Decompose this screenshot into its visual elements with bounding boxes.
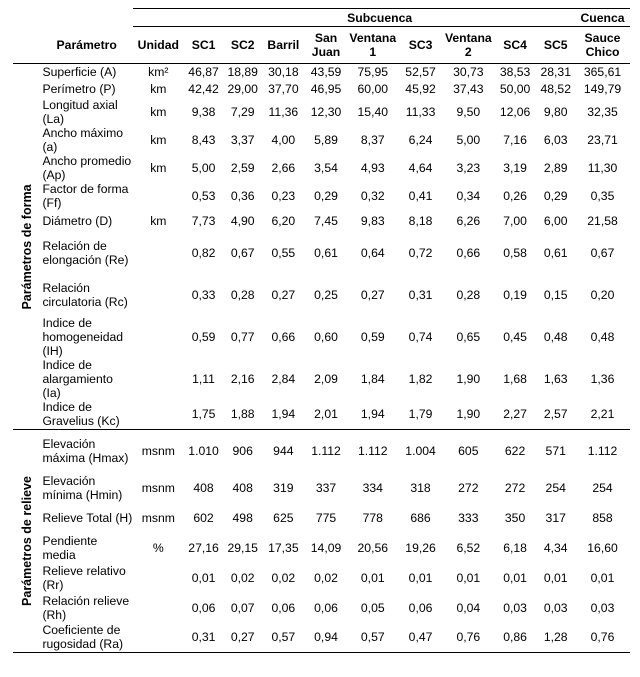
value-cell: 1,84	[360, 371, 385, 386]
column-header-ventana-2: Ventana 2	[443, 27, 494, 64]
value-cell: 0,04	[456, 600, 481, 615]
value-cell: 18,89	[227, 65, 258, 80]
value-cell: 7,00	[503, 213, 527, 228]
table-row	[13, 473, 630, 503]
value-cell: 1,82	[408, 371, 433, 386]
value-cell: 28,31	[540, 65, 571, 80]
value-cell: 0,01	[360, 570, 385, 585]
unit-cell	[133, 563, 184, 593]
value-cell: 0,55	[271, 245, 296, 260]
value-cell: 9,83	[360, 213, 385, 228]
unit-cell	[133, 316, 184, 358]
value-cell: 2,57	[536, 400, 575, 430]
table-row	[13, 210, 630, 232]
table-row	[13, 593, 630, 623]
value-cell: 272	[458, 480, 479, 495]
value-cell: 6,20	[271, 213, 296, 228]
value-cell: 0,06	[408, 600, 433, 615]
value-cell: 7,73	[191, 213, 216, 228]
table-row	[13, 98, 630, 126]
table-row	[13, 623, 630, 653]
unit-cell: msnm	[141, 444, 175, 459]
parameter-name: Factor de forma (Ff)	[42, 181, 129, 210]
value-cell: 0,76	[575, 623, 630, 653]
value-cell: 2,84	[271, 371, 296, 386]
value-cell: 1.112	[587, 444, 618, 459]
parameter-name: Longitud axial (La)	[42, 97, 118, 126]
parameter-name: Relieve relativo (Rr)	[42, 563, 126, 592]
value-cell: 5,00	[191, 160, 216, 175]
value-cell: 318	[410, 480, 431, 495]
value-cell: 1,63	[543, 371, 568, 386]
unit-cell: km	[150, 213, 167, 228]
value-cell: 46,87	[188, 65, 219, 80]
value-cell: 27,16	[188, 540, 219, 555]
value-cell: 0,15	[543, 287, 568, 302]
value-cell: 0,03	[543, 600, 568, 615]
parameter-name: Coeficiente de rugosidad (Ra)	[40, 623, 132, 653]
value-cell: 0,61	[543, 245, 568, 260]
value-cell: 6,18	[503, 540, 527, 555]
parameter-name: Relación de elongación (Re)	[42, 238, 129, 267]
value-cell: 0,67	[230, 245, 255, 260]
value-cell: 1,75	[184, 400, 224, 430]
value-cell: 21,58	[587, 213, 618, 228]
value-cell: 408	[232, 480, 253, 495]
value-cell: 45,92	[405, 82, 436, 96]
value-cell: 0,26	[503, 188, 527, 203]
value-cell: 775	[315, 510, 337, 525]
value-cell: 0,72	[408, 245, 433, 260]
value-cell: 0,28	[230, 287, 255, 302]
value-cell: 0,05	[360, 600, 385, 615]
parameter-name: Elevación mínima (Hmin)	[42, 473, 123, 502]
column-header-sc5: SC5	[536, 27, 575, 64]
value-cell: 3,19	[503, 160, 527, 175]
value-cell: 317	[545, 510, 566, 525]
unit-cell	[133, 358, 184, 400]
value-cell: 0,32	[360, 188, 385, 203]
value-cell: 17,35	[268, 540, 299, 555]
unit-cell: km	[150, 104, 167, 119]
value-cell: 29,15	[227, 540, 258, 555]
value-cell: 337	[315, 480, 337, 495]
value-cell: 52,57	[405, 65, 436, 80]
value-cell: 0,66	[271, 329, 296, 344]
value-cell: 0,61	[314, 245, 338, 260]
value-cell: 0,02	[271, 570, 296, 585]
value-cell: 0,64	[360, 245, 385, 260]
section-label-text: Parámetros de forma	[19, 183, 34, 310]
value-cell: 858	[592, 510, 613, 525]
column-header-ventana-1: Ventana 1	[347, 27, 398, 64]
value-cell: 0,31	[408, 287, 433, 302]
value-cell: 0,07	[230, 600, 255, 615]
value-cell: 149,79	[583, 82, 622, 96]
parameter-name: Relación relieve (Rh)	[42, 593, 130, 622]
value-cell: 1,68	[503, 371, 527, 386]
value-cell: 1,94	[347, 400, 398, 430]
value-cell: 0,01	[408, 570, 433, 585]
value-cell: 0,27	[360, 287, 385, 302]
value-cell: 8,37	[360, 132, 385, 147]
unit-cell	[133, 593, 184, 623]
value-cell: 1,94	[262, 400, 305, 430]
value-cell: 0,94	[305, 623, 348, 653]
value-cell: 6,03	[543, 132, 568, 147]
value-cell: 0,03	[590, 600, 615, 615]
value-cell: 0,77	[230, 329, 255, 344]
value-cell: 408	[193, 480, 214, 495]
value-cell: 1,90	[456, 371, 481, 386]
unit-cell: km	[150, 82, 167, 96]
value-cell: 1,11	[192, 371, 215, 386]
value-cell: 2,16	[230, 371, 255, 386]
value-cell: 254	[545, 480, 566, 495]
value-cell: 0,41	[408, 188, 433, 203]
value-cell: 4,64	[408, 160, 433, 175]
value-cell: 37,43	[453, 82, 484, 96]
parameter-name: Superficie (A)	[42, 65, 117, 80]
unit-cell: msnm	[141, 480, 175, 495]
column-header-unidad: Unidad	[133, 27, 184, 64]
value-cell: 4,34	[543, 540, 568, 555]
value-cell: 6,26	[456, 213, 481, 228]
table-row	[13, 274, 630, 316]
value-cell: 0,58	[503, 245, 527, 260]
value-cell: 37,70	[268, 82, 299, 96]
unit-cell	[133, 400, 184, 430]
value-cell: 0,36	[230, 188, 255, 203]
value-cell: 0,27	[223, 623, 262, 653]
section-label	[13, 64, 40, 430]
value-cell: 622	[504, 444, 526, 459]
value-cell: 0,86	[494, 623, 537, 653]
value-cell: 29,00	[227, 82, 258, 96]
value-cell: 0,01	[191, 570, 216, 585]
table-body	[13, 64, 630, 653]
value-cell: 1.004	[405, 444, 436, 459]
value-cell: 0,19	[503, 287, 527, 302]
unit-cell: km²	[148, 65, 169, 80]
value-cell: 0,33	[191, 287, 216, 302]
parameter-name: Ancho promedio (Ap)	[42, 153, 132, 182]
parameter-name: Diámetro (D)	[42, 213, 113, 228]
value-cell: 11,36	[268, 104, 299, 119]
value-cell: 5,00	[456, 132, 481, 147]
value-cell: 2,09	[314, 371, 338, 386]
value-cell: 0,60	[314, 329, 338, 344]
value-cell: 0,34	[456, 188, 481, 203]
table-row	[13, 81, 630, 98]
value-cell: 0,67	[590, 245, 615, 260]
table-row	[13, 232, 630, 274]
value-cell: 0,01	[503, 570, 527, 585]
value-cell: 60,00	[357, 82, 389, 96]
value-cell: 319	[273, 480, 294, 495]
column-header-barril: Barril	[262, 27, 305, 64]
value-cell: 0,23	[271, 188, 296, 203]
value-cell: 0,27	[271, 287, 296, 302]
value-cell: 12,30	[310, 104, 342, 119]
value-cell: 625	[273, 510, 294, 525]
column-header-sc3: SC3	[398, 27, 443, 64]
value-cell: 0,06	[191, 600, 216, 615]
value-cell: 272	[504, 480, 526, 495]
unit-cell: msnm	[141, 510, 175, 525]
column-header-row	[13, 27, 630, 64]
parameter-name: Relación circulatoria (Rc)	[42, 280, 128, 309]
unit-cell: km	[150, 132, 167, 147]
column-header-san-juan: San Juan	[305, 27, 348, 64]
value-cell: 3,23	[456, 160, 481, 175]
value-cell: 2,01	[305, 400, 348, 430]
value-cell: 7,45	[314, 213, 338, 228]
table-row	[13, 400, 630, 430]
value-cell: 0,03	[503, 600, 527, 615]
parameter-name: Pendiente media	[42, 533, 98, 562]
value-cell: 0,29	[543, 188, 568, 203]
value-cell: 32,35	[587, 104, 618, 119]
value-cell: 2,89	[543, 160, 568, 175]
value-cell: 30,18	[268, 65, 299, 80]
value-cell: 9,38	[191, 104, 216, 119]
value-cell: 906	[232, 444, 253, 459]
value-cell: 0,01	[456, 570, 481, 585]
parameter-name: Elevación máxima (Hmax)	[42, 437, 129, 466]
parameter-name: Indice de homogeneidad (IH)	[42, 315, 124, 358]
value-cell: 30,73	[453, 65, 484, 80]
column-header-sc4: SC4	[494, 27, 537, 64]
value-cell: 0,02	[230, 570, 255, 585]
table-row	[13, 533, 630, 563]
value-cell: 46,95	[310, 82, 342, 96]
value-cell: 571	[545, 444, 566, 459]
value-cell: 3,37	[230, 132, 255, 147]
table-row	[13, 358, 630, 400]
parameter-name: Indice de alargamiento (Ia)	[42, 357, 113, 400]
table-row	[13, 64, 630, 81]
group-header-row	[13, 9, 630, 27]
value-cell: 1,79	[398, 400, 443, 430]
value-cell: 0,59	[191, 329, 216, 344]
value-cell: 1.112	[311, 444, 341, 459]
value-cell: 0,82	[191, 245, 216, 260]
value-cell: 15,40	[357, 104, 389, 119]
value-cell: 1,36	[590, 371, 615, 386]
value-cell: 498	[232, 510, 253, 525]
value-cell: 6,24	[408, 132, 433, 147]
unit-cell	[133, 623, 184, 653]
value-cell: 0,53	[191, 188, 216, 203]
unit-cell	[133, 232, 184, 274]
value-cell: 2,59	[230, 160, 255, 175]
value-cell: 334	[362, 480, 383, 495]
value-cell: 0,31	[184, 623, 224, 653]
value-cell: 48,52	[540, 82, 571, 96]
value-cell: 0,06	[271, 600, 296, 615]
value-cell: 42,42	[188, 82, 219, 96]
value-cell: 9,50	[456, 104, 481, 119]
table-row	[13, 503, 630, 533]
value-cell: 9,80	[543, 104, 568, 119]
unit-cell: km	[150, 160, 167, 175]
value-cell: 365,61	[583, 65, 622, 80]
value-cell: 14,09	[310, 540, 342, 555]
value-cell: 4,90	[230, 213, 255, 228]
parameter-name: Perímetro (P)	[42, 82, 116, 96]
value-cell: 0,02	[314, 570, 338, 585]
value-cell: 0,01	[543, 570, 568, 585]
value-cell: 0,45	[503, 329, 527, 344]
value-cell: 0,65	[456, 329, 481, 344]
value-cell: 6,52	[456, 540, 481, 555]
value-cell: 20,56	[357, 540, 389, 555]
table-row	[13, 154, 630, 182]
value-cell: 2,27	[494, 400, 537, 430]
column-header-sauce-chico: Sauce Chico	[575, 27, 630, 64]
table-row	[13, 182, 630, 210]
column-header-parametro: Parámetro	[40, 27, 132, 64]
value-cell: 16,60	[587, 540, 618, 555]
value-cell: 1,88	[223, 400, 262, 430]
value-cell: 778	[362, 510, 383, 525]
value-cell: 2,66	[271, 160, 296, 175]
value-cell: 0,66	[456, 245, 481, 260]
value-cell: 686	[410, 510, 431, 525]
unit-cell	[133, 182, 184, 210]
value-cell: 4,00	[271, 132, 296, 147]
value-cell: 50,00	[499, 82, 531, 96]
parameter-name: Ancho máximo (a)	[42, 125, 124, 154]
value-cell: 602	[193, 510, 214, 525]
table-row	[13, 316, 630, 358]
value-cell: 1,28	[536, 623, 575, 653]
parameter-name: Indice de Gravelius (Kc)	[40, 400, 132, 430]
value-cell: 8,18	[408, 213, 433, 228]
value-cell: 0,20	[590, 287, 615, 302]
value-cell: 1.010	[188, 444, 219, 459]
value-cell: 1,90	[443, 400, 494, 430]
value-cell: 11,33	[405, 104, 436, 119]
value-cell: 0,48	[590, 329, 615, 344]
unit-cell: %	[152, 540, 164, 555]
table-row	[13, 126, 630, 154]
value-cell: 7,29	[230, 104, 255, 119]
morphometric-parameters-table	[13, 8, 630, 653]
value-cell: 0,57	[262, 623, 305, 653]
value-cell: 8,43	[191, 132, 216, 147]
column-header-sc1: SC1	[184, 27, 224, 64]
value-cell: 23,71	[587, 132, 618, 147]
value-cell: 0,59	[360, 329, 385, 344]
value-cell: 12,06	[499, 104, 531, 119]
value-cell: 0,01	[590, 570, 615, 585]
value-cell: 0,76	[443, 623, 494, 653]
cuenca-group-header: Cuenca	[575, 9, 630, 27]
value-cell: 7,16	[503, 132, 527, 147]
value-cell: 0,29	[314, 188, 338, 203]
value-cell: 0,28	[456, 287, 481, 302]
value-cell: 605	[458, 444, 479, 459]
value-cell: 350	[504, 510, 526, 525]
value-cell: 0,74	[408, 329, 433, 344]
unit-cell	[133, 274, 184, 316]
value-cell: 5,89	[314, 132, 338, 147]
value-cell: 2,21	[575, 400, 630, 430]
value-cell: 944	[273, 444, 294, 459]
table-row	[13, 563, 630, 593]
value-cell: 0,47	[398, 623, 443, 653]
value-cell: 0,06	[314, 600, 338, 615]
value-cell: 43,59	[310, 65, 342, 80]
value-cell: 3,54	[314, 160, 338, 175]
section-label	[13, 430, 40, 653]
value-cell: 0,48	[543, 329, 568, 344]
value-cell: 254	[592, 480, 613, 495]
value-cell: 333	[458, 510, 479, 525]
value-cell: 0,57	[347, 623, 398, 653]
value-cell: 1.112	[357, 444, 388, 459]
value-cell: 38,53	[499, 65, 531, 80]
section-label-text: Parámetros de relieve	[19, 476, 34, 606]
value-cell: 0,35	[590, 188, 615, 203]
value-cell: 75,95	[357, 65, 389, 80]
column-header-sc2: SC2	[223, 27, 262, 64]
value-cell: 6,00	[543, 213, 568, 228]
value-cell: 11,30	[587, 160, 618, 175]
value-cell: 19,26	[405, 540, 436, 555]
value-cell: 4,93	[360, 160, 385, 175]
table-row	[13, 430, 630, 473]
parameter-name: Relieve Total (H)	[42, 510, 133, 525]
subcuenca-group-header: Subcuenca	[133, 9, 536, 27]
value-cell: 0,25	[314, 287, 338, 302]
